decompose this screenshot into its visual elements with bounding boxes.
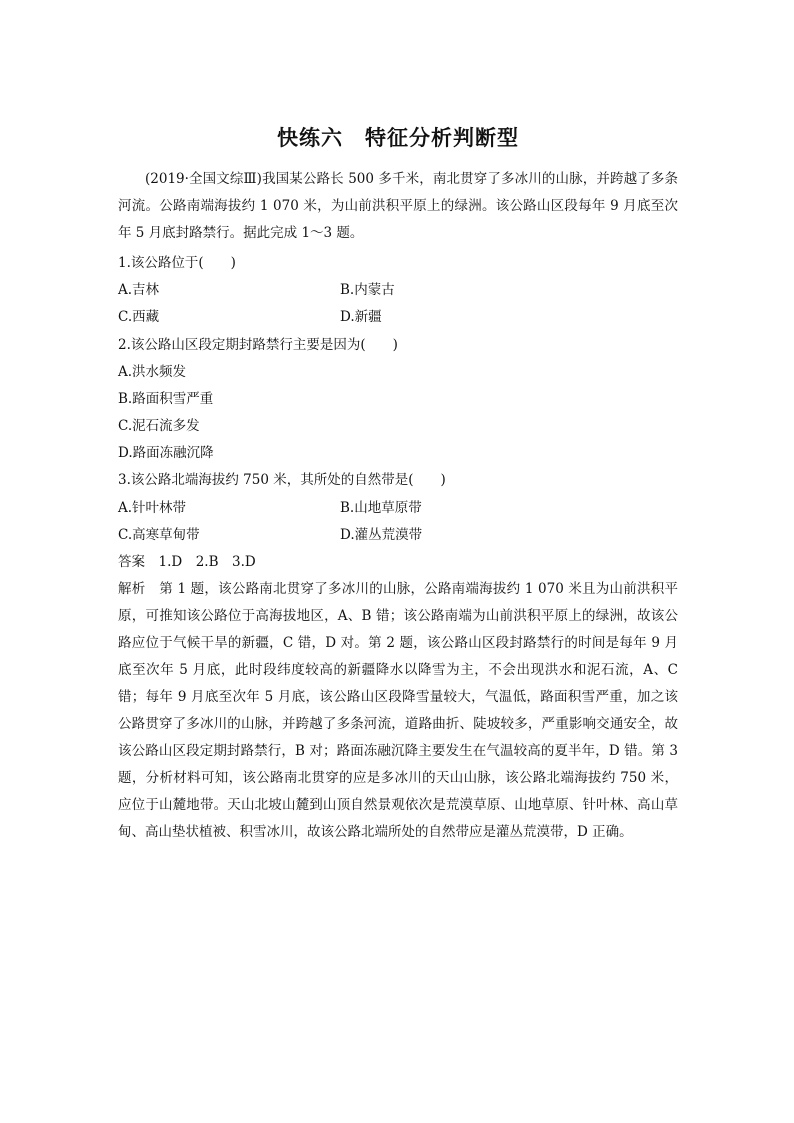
question-1-option-c: C.西藏 (118, 309, 160, 325)
question-1-stem: 1.该公路位于( ) (118, 255, 236, 271)
question-3-option-c: C.高寒草甸带 (118, 527, 200, 543)
question-2-option-d: D.路面冻融沉降 (118, 445, 214, 461)
page-title: 快练六 特征分析判断型 (277, 126, 519, 150)
analysis-paragraph: 解析 第 1 题，该公路南北贯穿了多冰川的山脉，公路南端海拔约 1 070 米且为山前洪积平原，可推知该公路位于高海拔地区，A、B 错；该公路南端为山前洪积平原上的绿洲，故该公路应位于气候干旱的新疆，C 错，D 对。第 2 题，该公路山区段封路禁行的时间是每年 9 月底至次年 5 月底，此时段纬度较高的新疆降水以降雪为主，不会出现洪水和泥石流，A、C 错；每年 9 月底至次年 5 月底，该公路山区段降雪量较大，气温低，路面积雪严重，加之该公路贯穿了多冰川的山脉，并跨越了多条河流，道路曲折、陡坡较多，严重影响交通安全，故该公路山区段定期封路禁行，B 对；路面冻融沉降主要发生在气温较高的夏半年，D 错。第 3 题，分析材料可知，该公路南北贯穿的应是多冰川的天山山脉，该公路北端海拔约 750 米，应位于山麓地带。天山北坡山麓到山顶自然景观依次是荒漠草原、山地草原、针叶林、高山草甸、高山垫状植被、积雪冰川，故该公路北端所处的自然带应是灌丛荒漠带，D 正确。 (118, 581, 678, 840)
question-2-option-b: B.路面积雪严重 (118, 391, 214, 407)
answer-line: 答案 1.D 2.B 3.D (118, 554, 256, 570)
question-3-option-a: A.针叶林带 (118, 500, 187, 516)
question-3-option-b: B.山地草原带 (340, 500, 422, 516)
question-2-option-c: C.泥石流多发 (118, 418, 200, 434)
question-1-option-a: A.吉林 (118, 282, 160, 298)
question-2-option-a: A.洪水频发 (118, 364, 187, 380)
question-1-option-d: D.新疆 (340, 309, 382, 325)
question-3-stem: 3.该公路北端海拔约 750 米，其所处的自然带是( ) (118, 472, 446, 488)
question-3-option-d: D.灌丛荒漠带 (340, 527, 423, 543)
question-2-stem: 2.该公路山区段定期封路禁行主要是因为( ) (118, 337, 398, 353)
question-1-option-b: B.内蒙古 (340, 282, 395, 298)
question-intro: (2019·全国文综Ⅲ)我国某公路长 500 多千米，南北贯穿了多冰川的山脉，并跨越了多条河流。公路南端海拔约 1 070 米，为山前洪积平原上的绿洲。该公路山区段每年 9 月底至次年 5 月底封路禁行。据此完成 1～3 题。 (118, 171, 678, 241)
